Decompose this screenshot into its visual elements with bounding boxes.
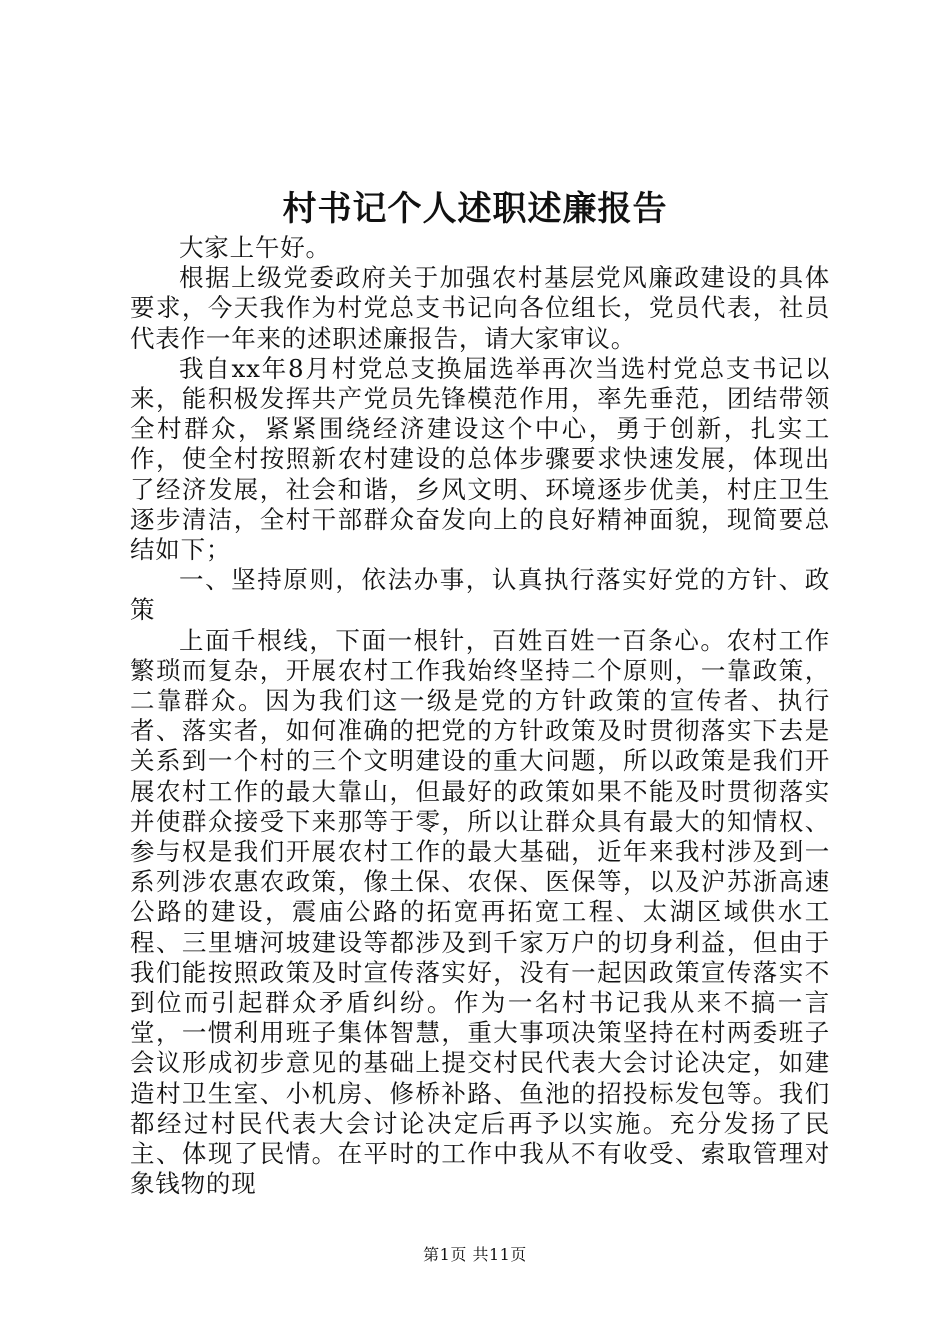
document-body	[130, 233, 830, 1200]
paragraph-introduction: 根据上级党委政府关于加强农村基层党风廉政建设的具体要求，今天我作为村党总支书记向各位组长，党员代表，社员代表作一年来的述职述廉报告，请大家审议。	[130, 263, 830, 353]
document-title: 村书记个人述职述廉报告	[282, 189, 668, 229]
paragraph-overview: 我自xx年8月村党总支换届选举再次当选村党总支书记以来，能积极发挥共产党员先锋模范作用，率先垂范，团结带领全村群众，紧紧围绕经济建设这个中心，勇于创新，扎实工作，使全村按照新农村建设的总体步骤要求快速发展，体现出了经济发展，社会和谐，乡风文明、环境逐步优美，村庄卫生逐步清洁，全村干部群众奋发向上的良好精神面貌，现简要总结如下；	[130, 353, 830, 565]
paragraph-greeting: 大家上午好。	[179, 233, 331, 262]
page-footer: 第1页 共11页	[423, 1245, 527, 1264]
paragraph-section-1: 上面千根线，下面一根针，百姓百姓一百条心。农村工作繁琐而复杂，开展农村工作我始终坚持二个原则，一靠政策，二靠群众。因为我们这一级是党的方针政策的宣传者、执行者、落实者，如何准确的把党的方针政策及时贯彻落实下去是关系到一个村的三个文明建设的重大问题，所以政策是我们开展农村工作的最大靠山，但最好的政策如果不能及时贯彻落实并使群众接受下来那等于零，所以让群众具有最大的知情权、参与权是我们开展农村工作的最大基础，近年来我村涉及到一系列涉农惠农政策，像土保、农保、医保等，以及沪苏浙高速公路的建设，震庙公路的拓宽再拓宽工程、太湖区域供水工程、三里塘河坡建设等都涉及到千家万户的切身利益，但由于我们能按照政策及时宣传落实好，没有一起因政策宣传落实不到位而引起群众矛盾纠纷。作为一名村书记我从来不搞一言堂，一惯利用班子集体智慧，重大事项决策坚持在村两委班子会议形成初步意见的基础上提交村民代表大会讨论决定，如建造村卫生室、小机房、修桥补路、鱼池的招投标发包等。我们都经过村民代表大会讨论决定后再予以实施。充分发扬了民主、体现了民情。在平时的工作中我从不有收受、索取管理对象钱物的现	[130, 625, 830, 1199]
section-heading-1: 一、坚持原则，依法办事，认真执行落实好党的方针、政策	[130, 565, 830, 625]
